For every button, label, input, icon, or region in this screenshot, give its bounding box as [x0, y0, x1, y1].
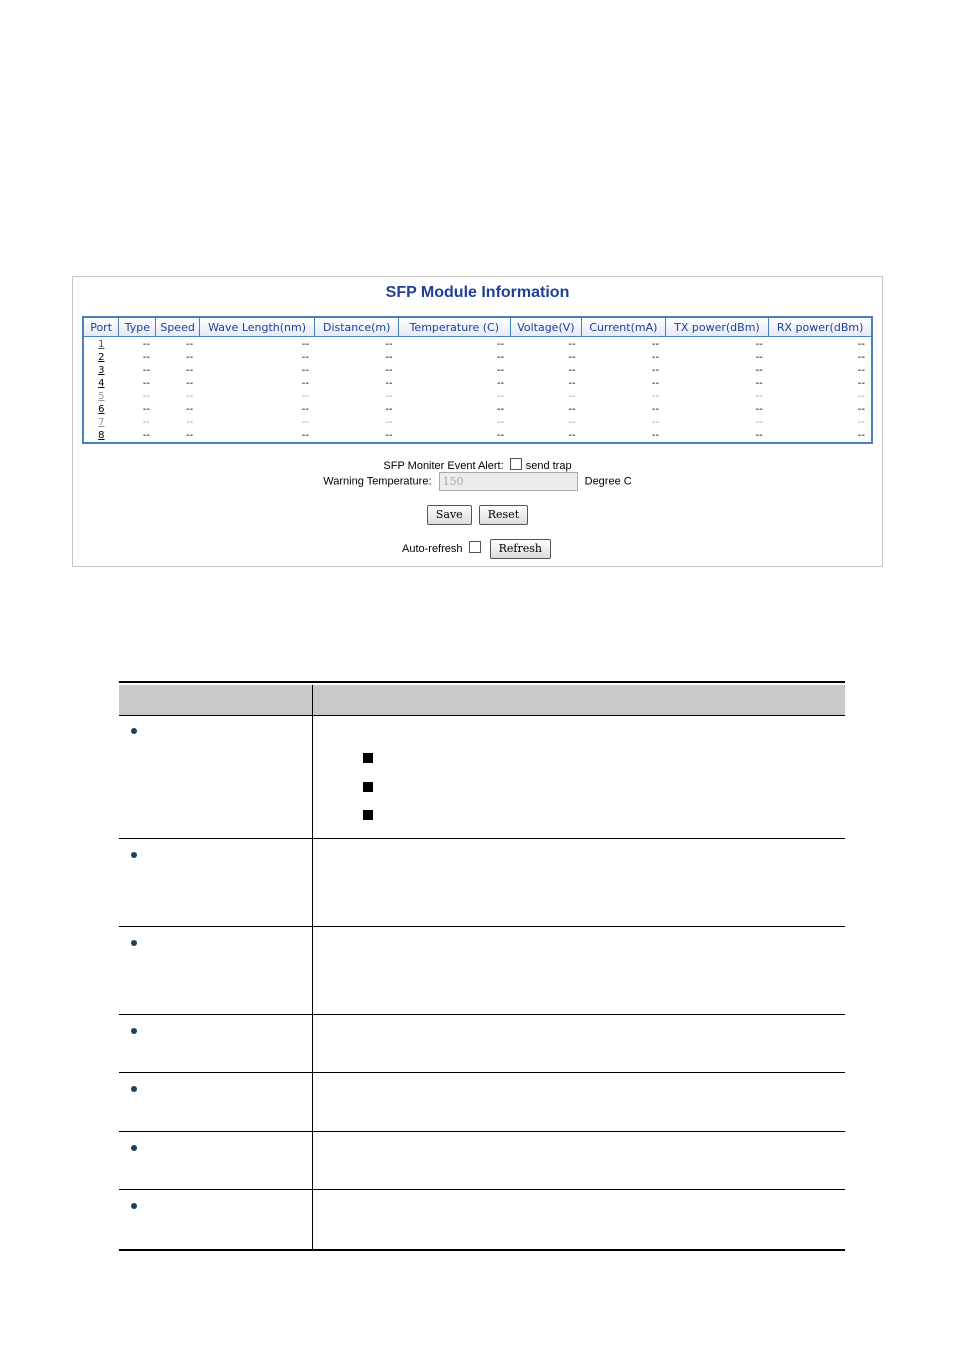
col-rx-power: RX power(dBm) [769, 317, 872, 337]
save-button[interactable]: Save [427, 505, 472, 525]
cell-tx-power: -- [755, 365, 763, 376]
cell-wave-length: -- [301, 378, 309, 389]
bullet-icon [131, 1028, 137, 1034]
cell-distance: -- [385, 378, 393, 389]
cell-rx-power: -- [857, 378, 865, 389]
cell-rx-power: -- [857, 417, 865, 428]
cell-rx-power: -- [857, 339, 865, 350]
cell-rx-power: -- [857, 391, 865, 402]
cell-tx-power: -- [755, 417, 763, 428]
cell-tx-power: -- [755, 339, 763, 350]
table-bottom-rule [119, 1249, 845, 1251]
auto-refresh-label: Auto-refresh [401, 542, 463, 555]
cell-current: -- [651, 378, 660, 389]
bullet-icon [131, 852, 137, 858]
cell-type: -- [142, 404, 150, 415]
bullet-icon [131, 1145, 137, 1151]
cell-temperature: -- [496, 391, 505, 402]
warning-temp-label: Warning Temperature: [323, 475, 432, 488]
bullet-icon [131, 940, 137, 946]
row-divider [119, 838, 845, 839]
cell-type: -- [142, 352, 150, 363]
row-divider [119, 1014, 845, 1015]
table-row [83, 429, 872, 443]
table-row [83, 351, 872, 364]
cell-voltage: -- [568, 378, 576, 389]
cell-distance: -- [385, 339, 393, 350]
cell-voltage: -- [568, 404, 576, 415]
port-link[interactable]: 8 [98, 430, 105, 441]
panel-title: SFP Module Information [385, 284, 570, 301]
refresh-row [73, 539, 882, 559]
table-row [83, 377, 872, 390]
cell-voltage: -- [568, 417, 576, 428]
event-alert-row [73, 458, 882, 472]
cell-type: -- [142, 417, 150, 428]
col-voltage: Voltage(V) [510, 317, 581, 337]
cell-distance: -- [385, 417, 393, 428]
cell-speed: -- [186, 430, 194, 441]
cell-wave-length: -- [301, 339, 309, 350]
warning-temp-row [73, 472, 882, 491]
table-row [83, 416, 872, 429]
cell-wave-length: -- [301, 430, 309, 441]
square-bullet-icon [363, 782, 373, 792]
row-divider [119, 1072, 845, 1073]
event-alert-label: SFP Moniter Event Alert: [383, 460, 504, 472]
send-trap-label: send trap [525, 460, 572, 472]
column-divider [312, 685, 313, 1250]
col-current: Current(mA) [582, 317, 666, 337]
cell-current: -- [651, 404, 660, 415]
bullet-icon [131, 728, 137, 734]
cell-current: -- [651, 365, 660, 376]
cell-voltage: -- [568, 339, 576, 350]
cell-rx-power: -- [857, 404, 865, 415]
cell-voltage: -- [568, 391, 576, 402]
square-bullet-icon [363, 753, 373, 763]
cell-temperature: -- [496, 404, 505, 415]
cell-voltage: -- [568, 365, 576, 376]
cell-temperature: -- [496, 365, 505, 376]
auto-refresh-checkbox[interactable] [469, 541, 481, 553]
port-link[interactable]: 6 [98, 404, 105, 415]
cell-temperature: -- [496, 339, 505, 350]
cell-distance: -- [385, 365, 393, 376]
cell-speed: -- [186, 391, 194, 402]
cell-current: -- [651, 417, 660, 428]
col-temperature: Temperature (C) [398, 317, 510, 337]
cell-type: -- [142, 365, 150, 376]
description-table [119, 681, 845, 1251]
cell-type: -- [142, 339, 150, 350]
description-header [119, 685, 845, 716]
table-row [83, 337, 872, 352]
warning-temp-input[interactable]: 150 [439, 472, 578, 491]
table-row [83, 390, 872, 403]
cell-speed: -- [186, 339, 194, 350]
port-link[interactable]: 3 [98, 365, 105, 376]
cell-distance: -- [385, 404, 393, 415]
col-speed: Speed [156, 317, 199, 337]
sfp-table-header [83, 317, 872, 337]
cell-speed: -- [186, 404, 194, 415]
cell-tx-power: -- [755, 391, 763, 402]
cell-temperature: -- [496, 417, 505, 428]
col-distance: Distance(m) [315, 317, 399, 337]
col-type: Type [119, 317, 156, 337]
cell-temperature: -- [496, 378, 505, 389]
cell-speed: -- [186, 378, 194, 389]
cell-rx-power: -- [857, 430, 865, 441]
cell-tx-power: -- [755, 378, 763, 389]
cell-wave-length: -- [301, 365, 309, 376]
cell-type: -- [142, 391, 150, 402]
row-divider [119, 926, 845, 927]
cell-wave-length: -- [301, 352, 309, 363]
cell-wave-length: -- [301, 404, 309, 415]
cell-wave-length: -- [301, 391, 309, 402]
cell-voltage: -- [568, 430, 576, 441]
cell-current: -- [651, 430, 660, 441]
port-link[interactable]: 4 [98, 378, 105, 389]
cell-temperature: -- [496, 430, 505, 441]
sfp-table [82, 316, 873, 444]
cell-distance: -- [385, 352, 393, 363]
cell-current: -- [651, 391, 660, 402]
row-divider [119, 1189, 845, 1190]
table-top-rule [119, 681, 845, 683]
cell-tx-power: -- [755, 404, 763, 415]
refresh-button[interactable]: Refresh [490, 539, 551, 559]
port-link[interactable]: 5 [98, 391, 105, 402]
port-link[interactable]: 7 [98, 417, 105, 428]
col-wave-length: Wave Length(nm) [199, 317, 315, 337]
cell-type: -- [142, 378, 150, 389]
degree-label: Degree C [584, 475, 632, 488]
port-link[interactable]: 2 [98, 352, 105, 363]
sfp-module-panel [72, 276, 883, 567]
bullet-icon [131, 1203, 137, 1209]
cell-current: -- [651, 352, 660, 363]
cell-wave-length: -- [301, 417, 309, 428]
table-row [83, 403, 872, 416]
cell-distance: -- [385, 430, 393, 441]
cell-rx-power: -- [857, 352, 865, 363]
cell-speed: -- [186, 352, 194, 363]
row-divider [119, 1131, 845, 1132]
cell-type: -- [142, 430, 150, 441]
cell-tx-power: -- [755, 352, 763, 363]
col-port: Port [83, 317, 119, 337]
cell-distance: -- [385, 391, 393, 402]
cell-current: -- [651, 339, 660, 350]
col-tx-power: TX power(dBm) [665, 317, 769, 337]
bullet-icon [131, 1086, 137, 1092]
cell-voltage: -- [568, 352, 576, 363]
save-reset-row [73, 505, 882, 525]
send-trap-checkbox[interactable] [510, 458, 522, 470]
table-row [83, 364, 872, 377]
cell-speed: -- [186, 365, 194, 376]
cell-rx-power: -- [857, 365, 865, 376]
cell-speed: -- [186, 417, 194, 428]
cell-temperature: -- [496, 352, 505, 363]
port-link[interactable]: 1 [98, 339, 105, 350]
square-bullet-icon [363, 810, 373, 820]
reset-button[interactable]: Reset [479, 505, 528, 525]
cell-tx-power: -- [755, 430, 763, 441]
